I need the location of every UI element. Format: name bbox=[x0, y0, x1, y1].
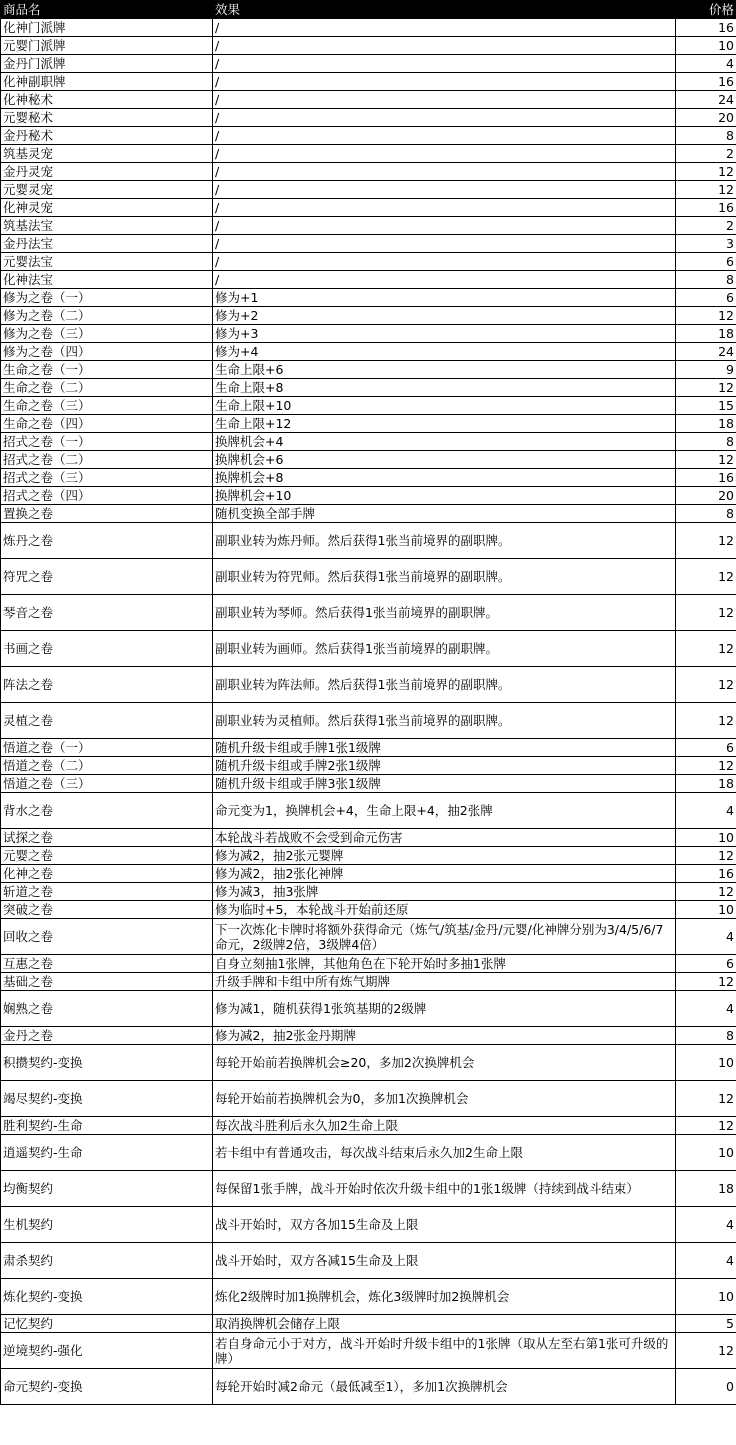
item-name-cell: 生命之卷（二） bbox=[1, 379, 213, 397]
item-effect-cell: 修为+1 bbox=[213, 289, 676, 307]
table-row bbox=[1, 55, 736, 73]
item-name-cell: 娴熟之卷 bbox=[1, 991, 213, 1027]
item-price-cell: 12 bbox=[676, 1117, 736, 1135]
table-row bbox=[1, 919, 736, 955]
item-name-cell: 积攒契约-变换 bbox=[1, 1045, 213, 1081]
item-name-cell: 化神秘术 bbox=[1, 91, 213, 109]
item-effect-cell: 换牌机会+10 bbox=[213, 487, 676, 505]
table-row bbox=[1, 1117, 736, 1135]
table-row bbox=[1, 883, 736, 901]
item-price-cell: 16 bbox=[676, 199, 736, 217]
item-price-cell: 12 bbox=[676, 757, 736, 775]
item-name-cell: 元婴秘术 bbox=[1, 109, 213, 127]
item-price-cell: 16 bbox=[676, 73, 736, 91]
item-effect-cell: 随机升级卡组或手牌1张1级牌 bbox=[213, 739, 676, 757]
item-price-cell: 12 bbox=[676, 379, 736, 397]
item-effect-cell: / bbox=[213, 199, 676, 217]
item-name-cell: 记忆契约 bbox=[1, 1315, 213, 1333]
table-row bbox=[1, 19, 736, 37]
item-price-cell: 12 bbox=[676, 595, 736, 631]
item-effect-cell: / bbox=[213, 235, 676, 253]
item-effect-cell: 每保留1张手牌，战斗开始时依次升级卡组中的1张1级牌（持续到战斗结束） bbox=[213, 1171, 676, 1207]
table-row bbox=[1, 973, 736, 991]
item-name-cell: 元婴法宝 bbox=[1, 253, 213, 271]
item-name-cell: 招式之卷（三） bbox=[1, 469, 213, 487]
item-price-cell: 12 bbox=[676, 883, 736, 901]
item-price-cell: 12 bbox=[676, 847, 736, 865]
item-effect-cell: 取消换牌机会储存上限 bbox=[213, 1315, 676, 1333]
item-effect-cell: 生命上限+10 bbox=[213, 397, 676, 415]
table-row bbox=[1, 1333, 736, 1369]
item-name-cell: 招式之卷（四） bbox=[1, 487, 213, 505]
table-row bbox=[1, 1027, 736, 1045]
item-effect-cell: / bbox=[213, 55, 676, 73]
item-effect-cell: 修为+4 bbox=[213, 343, 676, 361]
item-name-cell: 琴音之卷 bbox=[1, 595, 213, 631]
table-row bbox=[1, 703, 736, 739]
table-row bbox=[1, 865, 736, 883]
item-effect-cell: 副职业转为符咒师。然后获得1张当前境界的副职牌。 bbox=[213, 559, 676, 595]
item-effect-cell: / bbox=[213, 145, 676, 163]
item-name-cell: 突破之卷 bbox=[1, 901, 213, 919]
item-price-cell: 4 bbox=[676, 1207, 736, 1243]
table-row bbox=[1, 847, 736, 865]
item-name-cell: 金丹之卷 bbox=[1, 1027, 213, 1045]
item-effect-cell: / bbox=[213, 253, 676, 271]
item-effect-cell: 若自身命元小于对方，战斗开始时升级卡组中的1张牌（取从左至右第1张可升级的牌） bbox=[213, 1333, 676, 1369]
item-name-cell: 竭尽契约-变换 bbox=[1, 1081, 213, 1117]
item-price-cell: 24 bbox=[676, 91, 736, 109]
table-row bbox=[1, 955, 736, 973]
table-row bbox=[1, 91, 736, 109]
item-effect-cell: 随机变换全部手牌 bbox=[213, 505, 676, 523]
item-effect-cell: 副职业转为炼丹师。然后获得1张当前境界的副职牌。 bbox=[213, 523, 676, 559]
table-row bbox=[1, 901, 736, 919]
item-effect-cell: 生命上限+12 bbox=[213, 415, 676, 433]
table-row bbox=[1, 1171, 736, 1207]
table-row bbox=[1, 397, 736, 415]
table-row bbox=[1, 253, 736, 271]
table-body bbox=[1, 19, 736, 1405]
table-row bbox=[1, 469, 736, 487]
item-effect-cell: 副职业转为灵植师。然后获得1张当前境界的副职牌。 bbox=[213, 703, 676, 739]
table-row bbox=[1, 505, 736, 523]
item-price-cell: 6 bbox=[676, 955, 736, 973]
item-price-cell: 10 bbox=[676, 1135, 736, 1171]
table-row bbox=[1, 667, 736, 703]
table-row bbox=[1, 757, 736, 775]
table-row bbox=[1, 271, 736, 289]
item-effect-cell: / bbox=[213, 109, 676, 127]
item-price-cell: 4 bbox=[676, 793, 736, 829]
table-row bbox=[1, 1207, 736, 1243]
item-effect-cell: 随机升级卡组或手牌2张1级牌 bbox=[213, 757, 676, 775]
item-name-cell: 金丹灵宠 bbox=[1, 163, 213, 181]
table-row bbox=[1, 631, 736, 667]
item-name-cell: 筑基法宝 bbox=[1, 217, 213, 235]
item-name-cell: 阵法之卷 bbox=[1, 667, 213, 703]
item-effect-cell: 每轮开始时减2命元（最低减至1），多加1次换牌机会 bbox=[213, 1369, 676, 1405]
item-price-cell: 4 bbox=[676, 55, 736, 73]
item-name-cell: 生命之卷（三） bbox=[1, 397, 213, 415]
item-price-cell: 2 bbox=[676, 145, 736, 163]
table-row bbox=[1, 1315, 736, 1333]
item-price-cell: 12 bbox=[676, 703, 736, 739]
item-price-cell: 4 bbox=[676, 919, 736, 955]
item-name-cell: 招式之卷（二） bbox=[1, 451, 213, 469]
table-row bbox=[1, 379, 736, 397]
item-price-cell: 12 bbox=[676, 181, 736, 199]
item-price-cell: 12 bbox=[676, 559, 736, 595]
table-row bbox=[1, 1135, 736, 1171]
item-price-cell: 24 bbox=[676, 343, 736, 361]
item-effect-cell: 修为减1，随机获得1张筑基期的2级牌 bbox=[213, 991, 676, 1027]
item-effect-cell: 炼化2级牌时加1换牌机会，炼化3级牌时加2换牌机会 bbox=[213, 1279, 676, 1315]
item-name-cell: 置换之卷 bbox=[1, 505, 213, 523]
item-name-cell: 灵植之卷 bbox=[1, 703, 213, 739]
item-name-cell: 生命之卷（一） bbox=[1, 361, 213, 379]
item-effect-cell: / bbox=[213, 127, 676, 145]
item-price-cell: 12 bbox=[676, 163, 736, 181]
table-row bbox=[1, 1045, 736, 1081]
item-effect-cell: / bbox=[213, 37, 676, 55]
table-row bbox=[1, 1243, 736, 1279]
item-effect-cell: 修为减2，抽2张金丹期牌 bbox=[213, 1027, 676, 1045]
item-name-cell: 书画之卷 bbox=[1, 631, 213, 667]
item-effect-cell: / bbox=[213, 271, 676, 289]
item-name-cell: 悟道之卷（二） bbox=[1, 757, 213, 775]
item-price-cell: 10 bbox=[676, 37, 736, 55]
table-row bbox=[1, 1081, 736, 1117]
item-effect-cell: 若卡组中有普通攻击，每次战斗结束后永久加2生命上限 bbox=[213, 1135, 676, 1171]
item-effect-cell: / bbox=[213, 163, 676, 181]
item-effect-cell: 修为+2 bbox=[213, 307, 676, 325]
item-name-cell: 元婴之卷 bbox=[1, 847, 213, 865]
table-header-row bbox=[1, 1, 736, 19]
table-row bbox=[1, 163, 736, 181]
item-effect-cell: 修为减2，抽2张化神牌 bbox=[213, 865, 676, 883]
item-effect-cell: 修为临时+5，本轮战斗开始前还原 bbox=[213, 901, 676, 919]
item-name-cell: 符咒之卷 bbox=[1, 559, 213, 595]
item-price-cell: 4 bbox=[676, 991, 736, 1027]
item-effect-cell: 随机升级卡组或手牌3张1级牌 bbox=[213, 775, 676, 793]
item-name-cell: 肃杀契约 bbox=[1, 1243, 213, 1279]
table-row bbox=[1, 829, 736, 847]
item-effect-cell: / bbox=[213, 73, 676, 91]
item-effect-cell: 每轮开始前若换牌机会为0，多加1次换牌机会 bbox=[213, 1081, 676, 1117]
table-row bbox=[1, 127, 736, 145]
item-effect-cell: 修为减2，抽2张元婴牌 bbox=[213, 847, 676, 865]
item-price-cell: 5 bbox=[676, 1315, 736, 1333]
item-price-cell: 10 bbox=[676, 829, 736, 847]
table-row bbox=[1, 559, 736, 595]
item-name-cell: 斩道之卷 bbox=[1, 883, 213, 901]
item-name-cell: 化神门派牌 bbox=[1, 19, 213, 37]
item-price-cell: 8 bbox=[676, 271, 736, 289]
table-row bbox=[1, 415, 736, 433]
header-price: 价格 bbox=[676, 1, 736, 19]
item-price-cell: 18 bbox=[676, 325, 736, 343]
header-effect: 效果 bbox=[213, 1, 676, 19]
item-effect-cell: 战斗开始时，双方各减15生命及上限 bbox=[213, 1243, 676, 1279]
item-effect-cell: 副职业转为琴师。然后获得1张当前境界的副职牌。 bbox=[213, 595, 676, 631]
item-effect-cell: 下一次炼化卡牌时将额外获得命元（炼气/筑基/金丹/元婴/化神牌分别为3/4/5/6/7命元，2级牌2倍，3级牌4倍） bbox=[213, 919, 676, 955]
item-price-cell: 20 bbox=[676, 109, 736, 127]
item-name-cell: 悟道之卷（一） bbox=[1, 739, 213, 757]
table-row bbox=[1, 523, 736, 559]
item-effect-cell: / bbox=[213, 91, 676, 109]
item-price-cell: 12 bbox=[676, 973, 736, 991]
item-price-cell: 16 bbox=[676, 469, 736, 487]
item-name-cell: 修为之卷（二） bbox=[1, 307, 213, 325]
item-price-cell: 6 bbox=[676, 253, 736, 271]
item-effect-cell: 生命上限+6 bbox=[213, 361, 676, 379]
header-item-name: 商品名 bbox=[1, 1, 213, 19]
item-name-cell: 元婴门派牌 bbox=[1, 37, 213, 55]
table-row bbox=[1, 451, 736, 469]
item-name-cell: 化神副职牌 bbox=[1, 73, 213, 91]
item-name-cell: 炼丹之卷 bbox=[1, 523, 213, 559]
item-effect-cell: 本轮战斗若战败不会受到命元伤害 bbox=[213, 829, 676, 847]
item-price-cell: 10 bbox=[676, 1045, 736, 1081]
table-row bbox=[1, 343, 736, 361]
item-price-cell: 6 bbox=[676, 289, 736, 307]
table-row bbox=[1, 109, 736, 127]
item-price-cell: 9 bbox=[676, 361, 736, 379]
item-name-cell: 炼化契约-变换 bbox=[1, 1279, 213, 1315]
item-effect-cell: 副职业转为画师。然后获得1张当前境界的副职牌。 bbox=[213, 631, 676, 667]
item-name-cell: 生命之卷（四） bbox=[1, 415, 213, 433]
table-row bbox=[1, 73, 736, 91]
item-name-cell: 金丹门派牌 bbox=[1, 55, 213, 73]
table-row bbox=[1, 199, 736, 217]
item-price-cell: 12 bbox=[676, 1081, 736, 1117]
item-name-cell: 招式之卷（一） bbox=[1, 433, 213, 451]
item-price-cell: 12 bbox=[676, 523, 736, 559]
item-name-cell: 回收之卷 bbox=[1, 919, 213, 955]
item-name-cell: 筑基灵宠 bbox=[1, 145, 213, 163]
item-effect-cell: / bbox=[213, 217, 676, 235]
item-name-cell: 命元契约-变换 bbox=[1, 1369, 213, 1405]
item-effect-cell: 修为+3 bbox=[213, 325, 676, 343]
item-effect-cell: 升级手牌和卡组中所有炼气期牌 bbox=[213, 973, 676, 991]
table-row bbox=[1, 361, 736, 379]
item-price-cell: 6 bbox=[676, 739, 736, 757]
item-price-cell: 16 bbox=[676, 865, 736, 883]
item-price-cell: 8 bbox=[676, 505, 736, 523]
item-price-cell: 15 bbox=[676, 397, 736, 415]
item-price-cell: 20 bbox=[676, 487, 736, 505]
item-price-cell: 18 bbox=[676, 775, 736, 793]
item-price-cell: 16 bbox=[676, 19, 736, 37]
item-effect-cell: 换牌机会+4 bbox=[213, 433, 676, 451]
table-row bbox=[1, 307, 736, 325]
item-effect-cell: 命元变为1，换牌机会+4，生命上限+4，抽2张牌 bbox=[213, 793, 676, 829]
item-name-cell: 试探之卷 bbox=[1, 829, 213, 847]
item-name-cell: 修为之卷（四） bbox=[1, 343, 213, 361]
item-name-cell: 金丹秘术 bbox=[1, 127, 213, 145]
item-name-cell: 生机契约 bbox=[1, 1207, 213, 1243]
table-row bbox=[1, 289, 736, 307]
item-price-cell: 10 bbox=[676, 901, 736, 919]
item-effect-cell: / bbox=[213, 181, 676, 199]
item-name-cell: 修为之卷（三） bbox=[1, 325, 213, 343]
table-row bbox=[1, 991, 736, 1027]
item-name-cell: 金丹法宝 bbox=[1, 235, 213, 253]
item-effect-cell: 每轮开始前若换牌机会≥20，多加2次换牌机会 bbox=[213, 1045, 676, 1081]
item-price-cell: 10 bbox=[676, 1279, 736, 1315]
table-row bbox=[1, 1279, 736, 1315]
item-name-cell: 修为之卷（一） bbox=[1, 289, 213, 307]
item-price-cell: 18 bbox=[676, 415, 736, 433]
item-price-cell: 18 bbox=[676, 1171, 736, 1207]
table-row bbox=[1, 595, 736, 631]
item-effect-cell: 自身立刻抽1张牌，其他角色在下轮开始时多抽1张牌 bbox=[213, 955, 676, 973]
item-effect-cell: / bbox=[213, 19, 676, 37]
item-price-cell: 8 bbox=[676, 1027, 736, 1045]
item-name-cell: 互惠之卷 bbox=[1, 955, 213, 973]
item-effect-cell: 生命上限+8 bbox=[213, 379, 676, 397]
item-price-cell: 12 bbox=[676, 631, 736, 667]
item-name-cell: 化神法宝 bbox=[1, 271, 213, 289]
table-row bbox=[1, 325, 736, 343]
item-name-cell: 胜利契约-生命 bbox=[1, 1117, 213, 1135]
table-row bbox=[1, 739, 736, 757]
item-effect-cell: 修为减3，抽3张牌 bbox=[213, 883, 676, 901]
table-row bbox=[1, 793, 736, 829]
table-row bbox=[1, 145, 736, 163]
table-row bbox=[1, 37, 736, 55]
item-name-cell: 悟道之卷（三） bbox=[1, 775, 213, 793]
item-price-cell: 12 bbox=[676, 451, 736, 469]
item-effect-cell: 副职业转为阵法师。然后获得1张当前境界的副职牌。 bbox=[213, 667, 676, 703]
table-row bbox=[1, 775, 736, 793]
item-price-cell: 12 bbox=[676, 667, 736, 703]
table-row bbox=[1, 217, 736, 235]
item-name-cell: 化神灵宠 bbox=[1, 199, 213, 217]
item-price-cell: 12 bbox=[676, 1333, 736, 1369]
item-name-cell: 基础之卷 bbox=[1, 973, 213, 991]
table-row bbox=[1, 487, 736, 505]
item-price-cell: 12 bbox=[676, 307, 736, 325]
item-effect-cell: 换牌机会+6 bbox=[213, 451, 676, 469]
table-row bbox=[1, 433, 736, 451]
item-effect-cell: 换牌机会+8 bbox=[213, 469, 676, 487]
item-effect-cell: 每次战斗胜利后永久加2生命上限 bbox=[213, 1117, 676, 1135]
table-row bbox=[1, 235, 736, 253]
item-price-cell: 0 bbox=[676, 1369, 736, 1405]
item-price-cell: 3 bbox=[676, 235, 736, 253]
table-row bbox=[1, 1369, 736, 1405]
item-price-cell: 8 bbox=[676, 433, 736, 451]
item-name-cell: 化神之卷 bbox=[1, 865, 213, 883]
item-name-cell: 背水之卷 bbox=[1, 793, 213, 829]
item-name-cell: 逆境契约-强化 bbox=[1, 1333, 213, 1369]
item-name-cell: 元婴灵宠 bbox=[1, 181, 213, 199]
item-name-cell: 逍遥契约-生命 bbox=[1, 1135, 213, 1171]
item-effect-cell: 战斗开始时，双方各加15生命及上限 bbox=[213, 1207, 676, 1243]
item-name-cell: 均衡契约 bbox=[1, 1171, 213, 1207]
item-price-cell: 4 bbox=[676, 1243, 736, 1279]
table-row bbox=[1, 181, 736, 199]
item-price-cell: 8 bbox=[676, 127, 736, 145]
item-price-cell: 2 bbox=[676, 217, 736, 235]
